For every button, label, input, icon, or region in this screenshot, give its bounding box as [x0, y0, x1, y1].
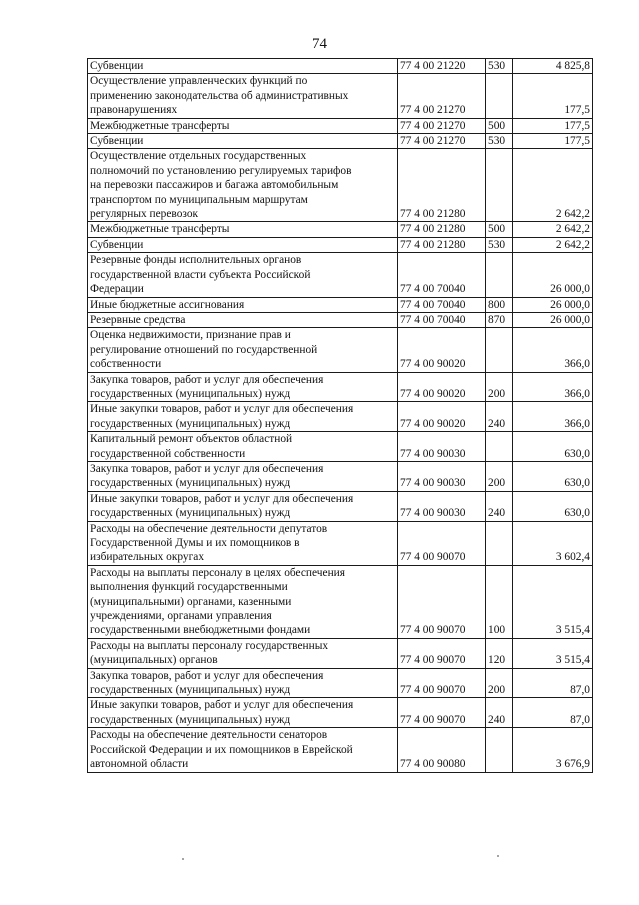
table-row [88, 237, 593, 252]
row-amount-cell: 26 000,0 [513, 297, 593, 312]
table-row [88, 74, 593, 118]
row-name-line: Расходы на выплаты персоналу в целях обеспечения [90, 566, 346, 579]
row-expense-type-cell [486, 149, 513, 222]
row-name-line: полномочий по установлению регулируемых тарифов [90, 164, 352, 177]
row-code-cell: 77 4 00 70040 [398, 312, 486, 327]
row-name-line: Иные бюджетные ассигнования [90, 298, 245, 311]
row-name-line: Закупка товаров, работ и услуг для обеспечения [90, 373, 324, 386]
row-amount-cell: 177,5 [513, 134, 593, 149]
row-name-line: Закупка товаров, работ и услуг для обеспечения [90, 669, 324, 682]
row-name-line: государственными внебюджетными фондами [90, 624, 311, 637]
row-amount-cell: 366,0 [513, 328, 593, 372]
row-expense-type-cell [486, 253, 513, 297]
row-code-cell: 77 4 00 90020 [398, 402, 486, 432]
row-amount-cell: 630,0 [513, 491, 593, 521]
row-code-cell: 77 4 00 90070 [398, 521, 486, 565]
page-number: 74 [312, 36, 327, 52]
table-row [88, 222, 593, 237]
row-expense-type-cell [486, 432, 513, 462]
row-name-line: Государственной Думы и их помощников в [90, 537, 300, 549]
row-name-line: Капитальный ремонт объектов областной [90, 433, 293, 446]
row-expense-type-cell: 200 [486, 461, 513, 491]
row-code-cell: 77 4 00 90020 [398, 372, 486, 402]
table-row [88, 297, 593, 312]
row-name-line: избирательных округах [90, 551, 205, 564]
row-expense-type-cell: 100 [486, 565, 513, 638]
row-code-cell: 77 4 00 21220 [398, 59, 486, 74]
row-code-cell: 77 4 00 21270 [398, 118, 486, 133]
row-name-line: регулярных перевозок [90, 208, 199, 221]
row-name-cell [88, 59, 398, 74]
row-amount-cell: 4 825,8 [513, 59, 593, 74]
row-code-cell: 77 4 00 90020 [398, 328, 486, 372]
row-name-line: Расходы на обеспечение деятельности сенаторов [90, 729, 328, 742]
row-name-line: Иные закупки товаров, работ и услуг для обеспечения [90, 699, 354, 712]
row-name-cell [88, 565, 398, 638]
row-expense-type-cell: 200 [486, 372, 513, 402]
row-name-line: выполнения функций государственными [90, 581, 288, 594]
row-name-line: государственных (муниципальных) нужд [90, 684, 291, 697]
row-code-cell: 77 4 00 21270 [398, 134, 486, 149]
row-expense-type-cell: 120 [486, 638, 513, 668]
row-code-cell: 77 4 00 21280 [398, 237, 486, 252]
row-expense-type-cell: 240 [486, 698, 513, 728]
row-amount-cell: 3 676,9 [513, 728, 593, 772]
table-row [88, 432, 593, 462]
table-row [88, 491, 593, 521]
row-name-cell [88, 134, 398, 149]
table-row [88, 565, 593, 638]
row-name-line: Осуществление управленческих функций по [90, 75, 308, 88]
row-name-line: государственных (муниципальных) нужд [90, 417, 291, 430]
budget-table [87, 58, 593, 773]
row-name-cell [88, 312, 398, 327]
row-code-cell: 77 4 00 70040 [398, 297, 486, 312]
table-row [88, 312, 593, 327]
row-code-cell: 77 4 00 90030 [398, 491, 486, 521]
row-amount-cell: 2 642,2 [513, 222, 593, 237]
row-name-line: Оценка недвижимости, признание прав и [90, 329, 291, 342]
row-name-line: (муниципальными) органами, казенными [90, 595, 292, 608]
row-name-line: автономной области [90, 758, 189, 771]
row-amount-cell: 630,0 [513, 461, 593, 491]
row-name-line: правонарушениях [90, 104, 178, 117]
table-row [88, 134, 593, 149]
table-row [88, 118, 593, 133]
row-code-cell: 77 4 00 90030 [398, 461, 486, 491]
row-amount-cell: 26 000,0 [513, 312, 593, 327]
table-row [88, 253, 593, 297]
row-name-cell [88, 521, 398, 565]
row-name-cell [88, 222, 398, 237]
row-name-cell [88, 149, 398, 222]
row-amount-cell: 3 515,4 [513, 565, 593, 638]
row-amount-cell: 3 602,4 [513, 521, 593, 565]
row-amount-cell: 87,0 [513, 668, 593, 698]
row-expense-type-cell [486, 328, 513, 372]
row-name-line: Субвенции [90, 238, 144, 251]
row-name-line: Субвенции [90, 60, 144, 72]
row-expense-type-cell [486, 521, 513, 565]
row-name-cell [88, 118, 398, 133]
row-code-cell: 77 4 00 90030 [398, 432, 486, 462]
row-name-line: Осуществление отдельных государственных [90, 150, 307, 163]
scan-dot [182, 858, 184, 860]
row-code-cell: 77 4 00 90070 [398, 668, 486, 698]
row-expense-type-cell [486, 74, 513, 118]
row-amount-cell: 177,5 [513, 118, 593, 133]
row-name-line: учреждениями, органами управления [90, 610, 272, 623]
table-row [88, 698, 593, 728]
row-name-line: государственной власти субъекта Российской [90, 268, 311, 281]
row-code-cell: 77 4 00 90070 [398, 638, 486, 668]
row-name-cell [88, 237, 398, 252]
row-code-cell: 77 4 00 21270 [398, 74, 486, 118]
row-code-cell: 77 4 00 90070 [398, 698, 486, 728]
table-row [88, 328, 593, 372]
row-name-line: государственной собственности [90, 447, 246, 460]
row-name-line: на перевозки пассажиров и багажа автомобильным [90, 179, 339, 192]
row-name-line: собственности [90, 358, 162, 371]
table-row [88, 372, 593, 402]
row-name-line: государственных (муниципальных) нужд [90, 477, 291, 490]
row-name-line: регулирование отношений по государственной [90, 343, 318, 356]
row-amount-cell: 630,0 [513, 432, 593, 462]
row-amount-cell: 87,0 [513, 698, 593, 728]
row-name-line: Федерации [90, 283, 144, 296]
row-expense-type-cell [486, 728, 513, 772]
row-name-line: Резервные фонды исполнительных органов [90, 254, 302, 267]
row-name-cell [88, 668, 398, 698]
row-name-cell [88, 432, 398, 462]
table-row [88, 521, 593, 565]
row-amount-cell: 366,0 [513, 372, 593, 402]
row-name-line: Расходы на выплаты персоналу государственных [90, 639, 329, 652]
row-amount-cell: 177,5 [513, 74, 593, 118]
table-row [88, 59, 593, 74]
row-name-cell [88, 74, 398, 118]
row-code-cell: 77 4 00 90080 [398, 728, 486, 772]
row-name-line: Иные закупки товаров, работ и услуг для обеспечения [90, 492, 354, 505]
table-row [88, 402, 593, 432]
row-name-line: Закупка товаров, работ и услуг для обеспечения [90, 462, 324, 475]
table-row [88, 728, 593, 772]
row-name-line: Иные закупки товаров, работ и услуг для обеспечения [90, 403, 354, 416]
row-code-cell: 77 4 00 70040 [398, 253, 486, 297]
table-row [88, 461, 593, 491]
row-name-cell [88, 638, 398, 668]
row-name-cell [88, 491, 398, 521]
row-name-line: государственных (муниципальных) нужд [90, 507, 291, 520]
row-name-cell [88, 328, 398, 372]
budget-table-body [88, 59, 593, 773]
row-expense-type-cell: 530 [486, 237, 513, 252]
row-expense-type-cell: 530 [486, 59, 513, 74]
row-expense-type-cell: 800 [486, 297, 513, 312]
row-expense-type-cell: 200 [486, 668, 513, 698]
row-amount-cell: 366,0 [513, 402, 593, 432]
row-name-line: Межбюджетные трансферты [90, 223, 230, 236]
row-expense-type-cell: 500 [486, 222, 513, 237]
row-name-line: Резервные средства [90, 313, 186, 326]
row-code-cell: 77 4 00 21280 [398, 222, 486, 237]
row-amount-cell: 26 000,0 [513, 253, 593, 297]
row-name-line: (муниципальных) органов [90, 654, 218, 667]
row-amount-cell: 3 515,4 [513, 638, 593, 668]
row-expense-type-cell: 870 [486, 312, 513, 327]
row-code-cell: 77 4 00 90070 [398, 565, 486, 638]
table-row [88, 668, 593, 698]
row-name-line: Российской Федерации и их помощников в Еврейской [90, 743, 353, 756]
row-name-cell [88, 698, 398, 728]
scan-dot [497, 855, 499, 857]
table-row [88, 149, 593, 222]
row-name-line: государственных (муниципальных) нужд [90, 387, 291, 400]
row-name-cell [88, 372, 398, 402]
row-name-line: применению законодательства об административных [90, 89, 349, 102]
row-name-line: Расходы на обеспечение деятельности депутатов [90, 522, 328, 535]
row-expense-type-cell: 500 [486, 118, 513, 133]
row-name-cell [88, 461, 398, 491]
row-name-cell [88, 253, 398, 297]
row-name-cell [88, 728, 398, 772]
row-name-cell [88, 402, 398, 432]
row-name-line: государственных (муниципальных) нужд [90, 713, 291, 726]
row-expense-type-cell: 240 [486, 491, 513, 521]
table-row [88, 638, 593, 668]
row-expense-type-cell: 240 [486, 402, 513, 432]
row-name-cell [88, 297, 398, 312]
row-expense-type-cell: 530 [486, 134, 513, 149]
row-name-line: транспортом по муниципальным маршрутам [90, 193, 308, 206]
row-name-line: Субвенции [90, 135, 144, 148]
row-name-line: Межбюджетные трансферты [90, 119, 230, 132]
row-amount-cell: 2 642,2 [513, 237, 593, 252]
row-code-cell: 77 4 00 21280 [398, 149, 486, 222]
row-amount-cell: 2 642,2 [513, 149, 593, 222]
